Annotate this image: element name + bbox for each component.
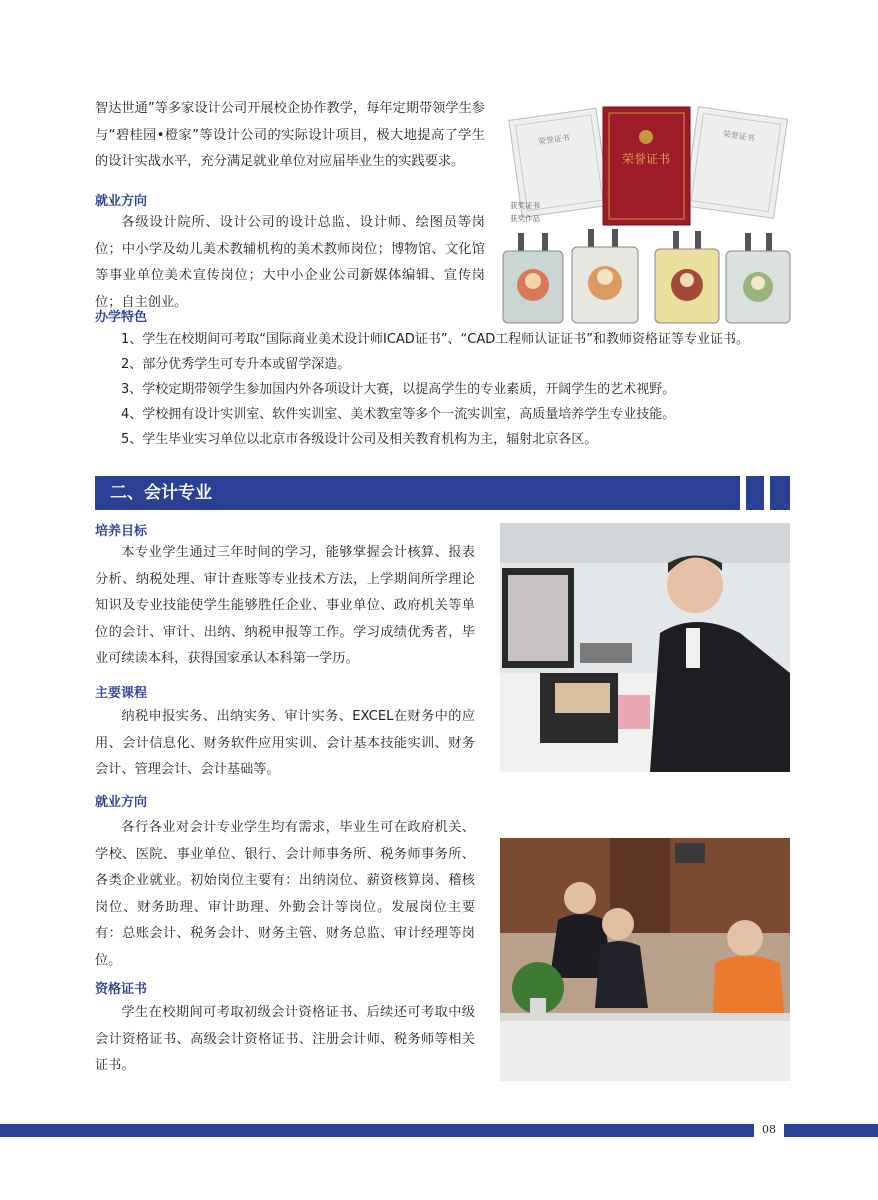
list-item: 2、部分优秀学生可专升本或留学深造。	[121, 357, 351, 372]
accounting-employment-paragraph: 各行各业对会计专业学生均有需求，毕业生可在政府机关、学校、医院、事业单位、银行、会计师事务所、税务师事务所、各类企业就业。初始岗位主要有：出纳岗位、薪资核算岗、稽核岗位、财务助理、审计助理、外勤会计等岗位。发展岗位主要有：总账会计、税务会计、财务主管、财务总监、审计经理等岗位。	[95, 820, 475, 968]
list-item: 3、学校定期带领学生参加国内外各项设计大赛，以提高学生的专业素质，开阔学生的艺术视野。	[121, 382, 676, 397]
list-item: 4、学校拥有设计实训室、软件实训室、美术教室等多个一流实训室，高质量培养学生专业技能。	[121, 407, 676, 422]
page-number: 08	[762, 1123, 776, 1136]
goal-paragraph: 本专业学生通过三年时间的学习，能够掌握会计核算、报表分析、纳税处理、审计查账等专业技术方法，上学期间所学理论知识及专业技能使学生能够胜任企业、事业单位、政府机关等单位的会计、审计、出纳、纳税申报等工作。学习成绩优秀者，毕业可续读本科，获得国家承认本科第一学历。	[95, 545, 475, 667]
luggage-1	[503, 233, 563, 323]
caption-award-cert: 获奖证书	[510, 201, 540, 210]
caption-award-work: 获奖作品	[510, 214, 540, 223]
luggage-4	[726, 233, 790, 323]
features-heading: 办学特色	[95, 310, 148, 325]
cert-left-title: 荣誉证书	[537, 133, 571, 147]
accounting-practice-photo	[500, 523, 790, 772]
employment-heading: 就业方向	[95, 194, 148, 209]
section-title: 二、会计专业	[110, 483, 212, 503]
banner-accent-bar	[770, 476, 790, 510]
luggage-2	[572, 229, 638, 323]
certificates-illustration	[500, 95, 793, 327]
accounting-office-photo	[500, 838, 790, 1081]
cert-center-title: 荣誉证书	[621, 152, 671, 166]
courses-heading: 主要课程	[95, 686, 148, 701]
intro-paragraph: 智达世通”等多家设计公司开展校企协作教学，每年定期带领学生参与“碧桂园•橙家”等设计公司的实际设计项目，极大地提高了学生的设计实战水平，充分满足就业单位对应届毕业生的实践要求。	[95, 101, 485, 170]
banner-accent-bar	[746, 476, 764, 510]
cert-heading: 资格证书	[95, 982, 148, 997]
accounting-employment-heading: 就业方向	[95, 795, 148, 810]
features-list	[95, 328, 792, 451]
luggage-3	[655, 231, 719, 323]
cert-right-title: 荣誉证书	[722, 129, 756, 143]
goal-heading: 培养目标	[95, 524, 148, 539]
list-item: 5、学生毕业实习单位以北京市各级设计公司及相关教育机构为主，辐射北京各区。	[121, 432, 598, 447]
footer-bar	[0, 1124, 878, 1137]
certificates-photo	[500, 95, 793, 327]
courses-paragraph: 纳税申报实务、出纳实务、审计实务、EXCEL在财务中的应用、会计信息化、财务软件应用实训、会计基本技能实训、财务会计、管理会计、会计基础等。	[95, 709, 475, 778]
employment-paragraph: 各级设计院所、设计公司的设计总监、设计师、绘图员等岗位；中小学及幼儿美术教辅机构的美术教师岗位；博物馆、文化馆等事业单位美术宣传岗位；大中小企业公司新媒体编辑、宣传岗位；自主创业。	[95, 215, 485, 310]
list-item: 1、学生在校期间可考取“国际商业美术设计师ICAD证书”、“CAD工程师认证证书”和教师资格证等专业证书。	[121, 332, 750, 347]
cert-paragraph: 学生在校期间可考取初级会计资格证书、后续还可考取中级会计资格证书、高级会计资格证书、注册会计师、税务师等相关证书。	[95, 1005, 475, 1074]
